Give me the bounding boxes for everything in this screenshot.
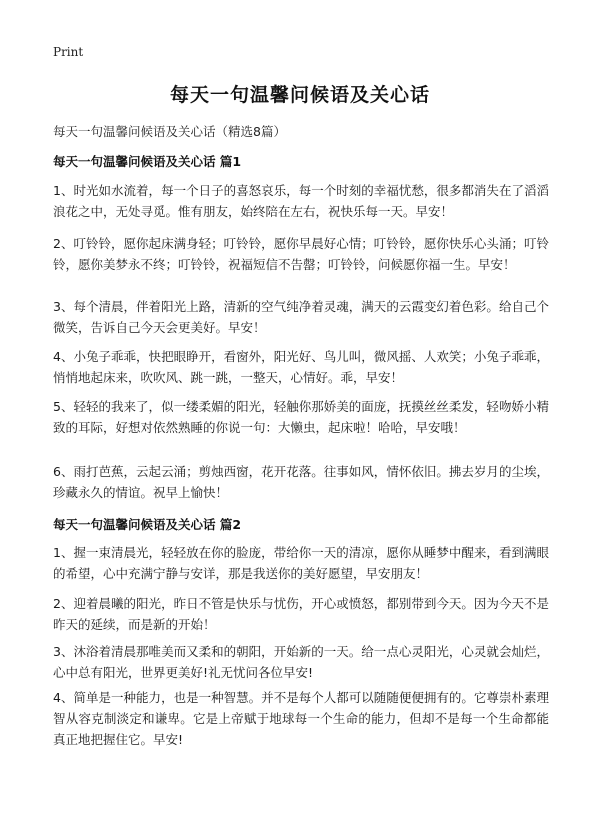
paragraph: 2、迎着晨曦的阳光，昨日不管是快乐与忧伤，开心或愤怒，都别带到今天。因为今天不是昨天的延续，而是新的开始！ <box>53 596 549 632</box>
print-link[interactable]: Print <box>53 45 84 59</box>
paragraph: 1、握一束清晨光，轻轻放在你的脸庞，带给你一天的清凉，愿你从睡梦中醒来，看到满眼的希望，心中充满宁静与安详，那是我送你的美好愿望，早安朋友！ <box>53 545 549 581</box>
paragraph: 3、沐浴着清晨那唯美而又柔和的朝阳，开始新的一天。给一点心灵阳光，心灵就会灿烂，心中总有阳光，世界更美好!礼无忧问各位早安! <box>53 644 549 680</box>
document-subtitle: 每天一句温馨问候语及关心话（精选8篇） <box>53 124 286 139</box>
paragraph: 6、雨打芭蕉，云起云涌；剪烛西窗，花开花落。往事如风，情怀依旧。拂去岁月的尘埃，珍藏永久的情谊。祝早上愉快！ <box>53 464 549 500</box>
paragraph: 3、每个清晨，伴着阳光上路，清新的空气纯净着灵魂，满天的云霞变幻着色彩。给自己个微笑，告诉自己今天会更美好。早安！ <box>53 299 549 335</box>
paragraph: 4、小兔子乖乖，快把眼睁开，看窗外，阳光好、鸟儿叫，微风摇、人欢笑；小兔子乖乖，悄悄地起床来，吹吹风、跳一跳，一整天，心情好。乖，早安！ <box>53 349 549 385</box>
paragraph: 1、时光如水流着，每一个日子的喜怒哀乐，每一个时刻的幸福忧愁，很多都消失在了滔滔浪花之中，无处寻觅。惟有朋友，始终陪在左右，祝快乐每一天。早安！ <box>53 183 549 219</box>
paragraph: 4、简单是一种能力，也是一种智慧。并不是每个人都可以随随便便拥有的。它尊崇朴素理智从容克制淡定和谦卑。它是上帝赋于地球每一个生命的能力，但却不是每一个生命都能真正地把握住它。早安! <box>53 690 549 747</box>
paragraph: 5、轻轻的我来了，似一缕柔媚的阳光，轻触你那娇美的面庞，抚摸丝丝柔发，轻吻娇小精致的耳际，好想对依然熟睡的你说一句：大懒虫，起床啦！哈哈，早安哦！ <box>53 399 549 435</box>
page-title: 每天一句温馨问候语及关心话 <box>169 84 430 106</box>
section-heading-2: 每天一句温馨问候语及关心话 篇2 <box>53 517 242 532</box>
section-heading-1: 每天一句温馨问候语及关心话 篇1 <box>53 154 242 169</box>
paragraph: 2、叮铃铃，愿你起床满身轻；叮铃铃，愿你早晨好心情；叮铃铃，愿你快乐心头涌；叮铃铃，愿你美梦永不终；叮铃铃，祝福短信不告罄；叮铃铃，问候愿你福一生。早安！ <box>53 236 549 272</box>
